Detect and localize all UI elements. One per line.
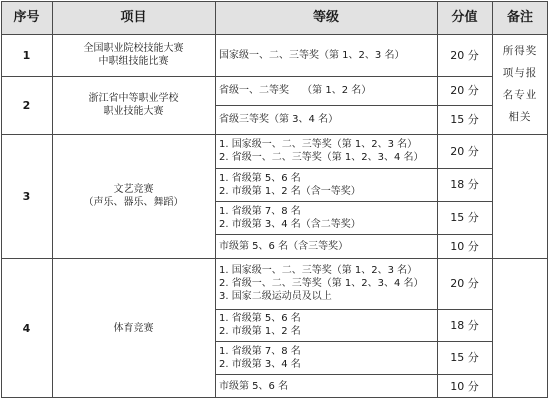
row-project [52,134,215,258]
row-project [52,34,215,76]
row-seq-value: 1 [22,48,31,62]
project-line: 全国职业院校技能大赛 [83,43,184,54]
column-divider [52,1,53,398]
level-line: 2. 省级一、二、三等奖（第 1、2、3、4 名） [219,278,424,289]
header-level [215,1,437,34]
project-line: 浙江省中等职业学校 [88,93,179,104]
level-cell [215,341,437,374]
table-border-bottom [1,397,548,398]
level-line: 2. 市级第 1、2 名（含一等奖） [219,185,361,197]
remark-line: 相关 [508,111,532,123]
row-divider [215,374,492,375]
level-line: 1. 省级第 5、6 名 [219,313,301,324]
level-cell [215,309,437,341]
score-table [1,1,548,398]
project-line: 中职组技能比赛 [98,56,169,67]
level-cell [215,34,437,76]
score-cell [437,201,492,234]
row-seq-value: 4 [22,321,31,335]
remark-line: 项与报 [502,67,538,79]
level-cell [215,168,437,201]
remark-cell [492,34,548,134]
level-line: 3. 国家二级运动员及以上 [219,291,332,302]
level-cell [215,234,437,258]
row-divider [215,168,492,169]
score-value: 20 分 [450,48,479,62]
header-remark-label: 备注 [506,10,533,25]
score-cell [437,168,492,201]
row-divider [1,76,492,77]
score-value: 10 分 [450,239,479,253]
header-remark [492,1,548,34]
score-cell [437,341,492,374]
table-border-top [1,1,548,2]
row-seq-value: 2 [22,98,31,112]
score-value: 20 分 [450,84,479,97]
column-divider [492,1,493,398]
score-cell [437,34,492,76]
row-seq-value: 3 [22,189,31,203]
header-level-label: 等级 [312,10,339,25]
row-project [52,258,215,398]
header-project-label: 项目 [120,10,147,25]
score-cell [437,258,492,309]
remark-line: 所得奖 [502,45,538,57]
level-line: 2. 市级第 1、2 名 [219,326,301,337]
level-line: 1. 省级第 5、6 名 [219,172,301,184]
score-cell [437,309,492,341]
level-cell [215,134,437,168]
level-cell [215,105,437,134]
level-cell [215,76,437,105]
level-line: 1. 省级第 7、8 名 [219,345,301,357]
header-score [437,1,492,34]
row-divider [215,341,492,342]
level-line: 省级一、二等奖 （第 1、2 名） [219,85,372,96]
column-divider [215,1,216,398]
project-line: （声乐、器乐、舞蹈） [83,197,184,208]
score-value: 18 分 [450,178,479,191]
row-divider [1,258,548,259]
score-value: 15 分 [450,211,479,224]
score-cell [437,374,492,398]
row-divider [215,309,492,310]
column-divider [437,1,438,398]
score-cell [437,105,492,134]
level-cell [215,374,437,398]
score-cell [437,134,492,168]
project-line: 体育竞赛 [113,322,154,334]
row-seq [1,34,52,76]
row-seq [1,134,52,258]
score-value: 15 分 [450,113,479,126]
row-divider [215,201,492,202]
row-divider [215,234,492,235]
table-border-left [1,1,2,398]
header-seq [1,1,52,34]
level-line: 1. 省级第 7、8 名 [219,205,301,217]
score-value: 10 分 [450,379,479,393]
level-line: 市级第 5、6 名 [219,380,289,392]
level-cell [215,201,437,234]
row-seq [1,76,52,134]
score-value: 20 分 [450,277,479,290]
row-project [52,76,215,134]
header-score-label: 分值 [451,10,478,25]
level-cell [215,258,437,309]
score-value: 18 分 [450,318,479,332]
table-border-right [547,1,548,398]
level-line: 国家级一、二、三等奖（第 1、2、3 名） [219,49,405,61]
level-line: 1. 国家级一、二、三等奖（第 1、2、3 名） [219,265,418,276]
score-value: 15 分 [450,351,479,364]
level-line: 1. 国家级一、二、三等奖（第 1、2、3 名） [219,139,418,150]
level-line: 2. 省级一、二、三等奖（第 1、2、3、4 名） [219,152,424,163]
level-line: 省级三等奖（第 3、4 名） [219,114,339,125]
level-line: 市级第 5、6 名（含三等奖） [219,240,349,252]
row-divider [215,105,492,106]
project-line: 职业技能大赛 [103,106,164,117]
row-divider [1,34,548,35]
remark-line: 名专业 [502,89,538,101]
row-seq [1,258,52,398]
header-project [52,1,215,34]
score-cell [437,76,492,105]
project-line: 文艺竞赛 [113,184,154,195]
level-line: 2. 市级第 3、4 名（含二等奖） [219,218,361,230]
header-seq-label: 序号 [13,10,40,25]
level-line: 2. 市级第 3、4 名 [219,358,301,370]
score-value: 20 分 [450,144,479,158]
score-cell [437,234,492,258]
row-divider [1,134,548,135]
